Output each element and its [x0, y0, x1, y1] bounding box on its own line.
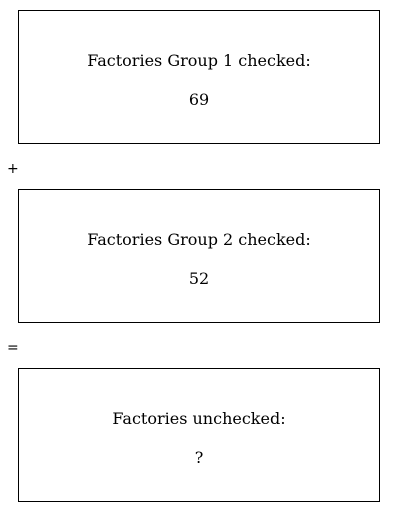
- group-1-value: 69: [188, 90, 210, 109]
- plus-operator: +: [7, 161, 19, 177]
- unchecked-box: [18, 368, 380, 502]
- group-2-value: 52: [188, 269, 210, 288]
- group-2-label: Factories Group 2 checked:: [87, 230, 311, 249]
- group-2-box: [18, 189, 380, 323]
- group-1-label: Factories Group 1 checked:: [87, 51, 311, 70]
- equals-operator: =: [7, 340, 19, 356]
- unchecked-value: ?: [194, 448, 204, 467]
- unchecked-label: Factories unchecked:: [112, 409, 286, 428]
- group-1-box: [18, 10, 380, 144]
